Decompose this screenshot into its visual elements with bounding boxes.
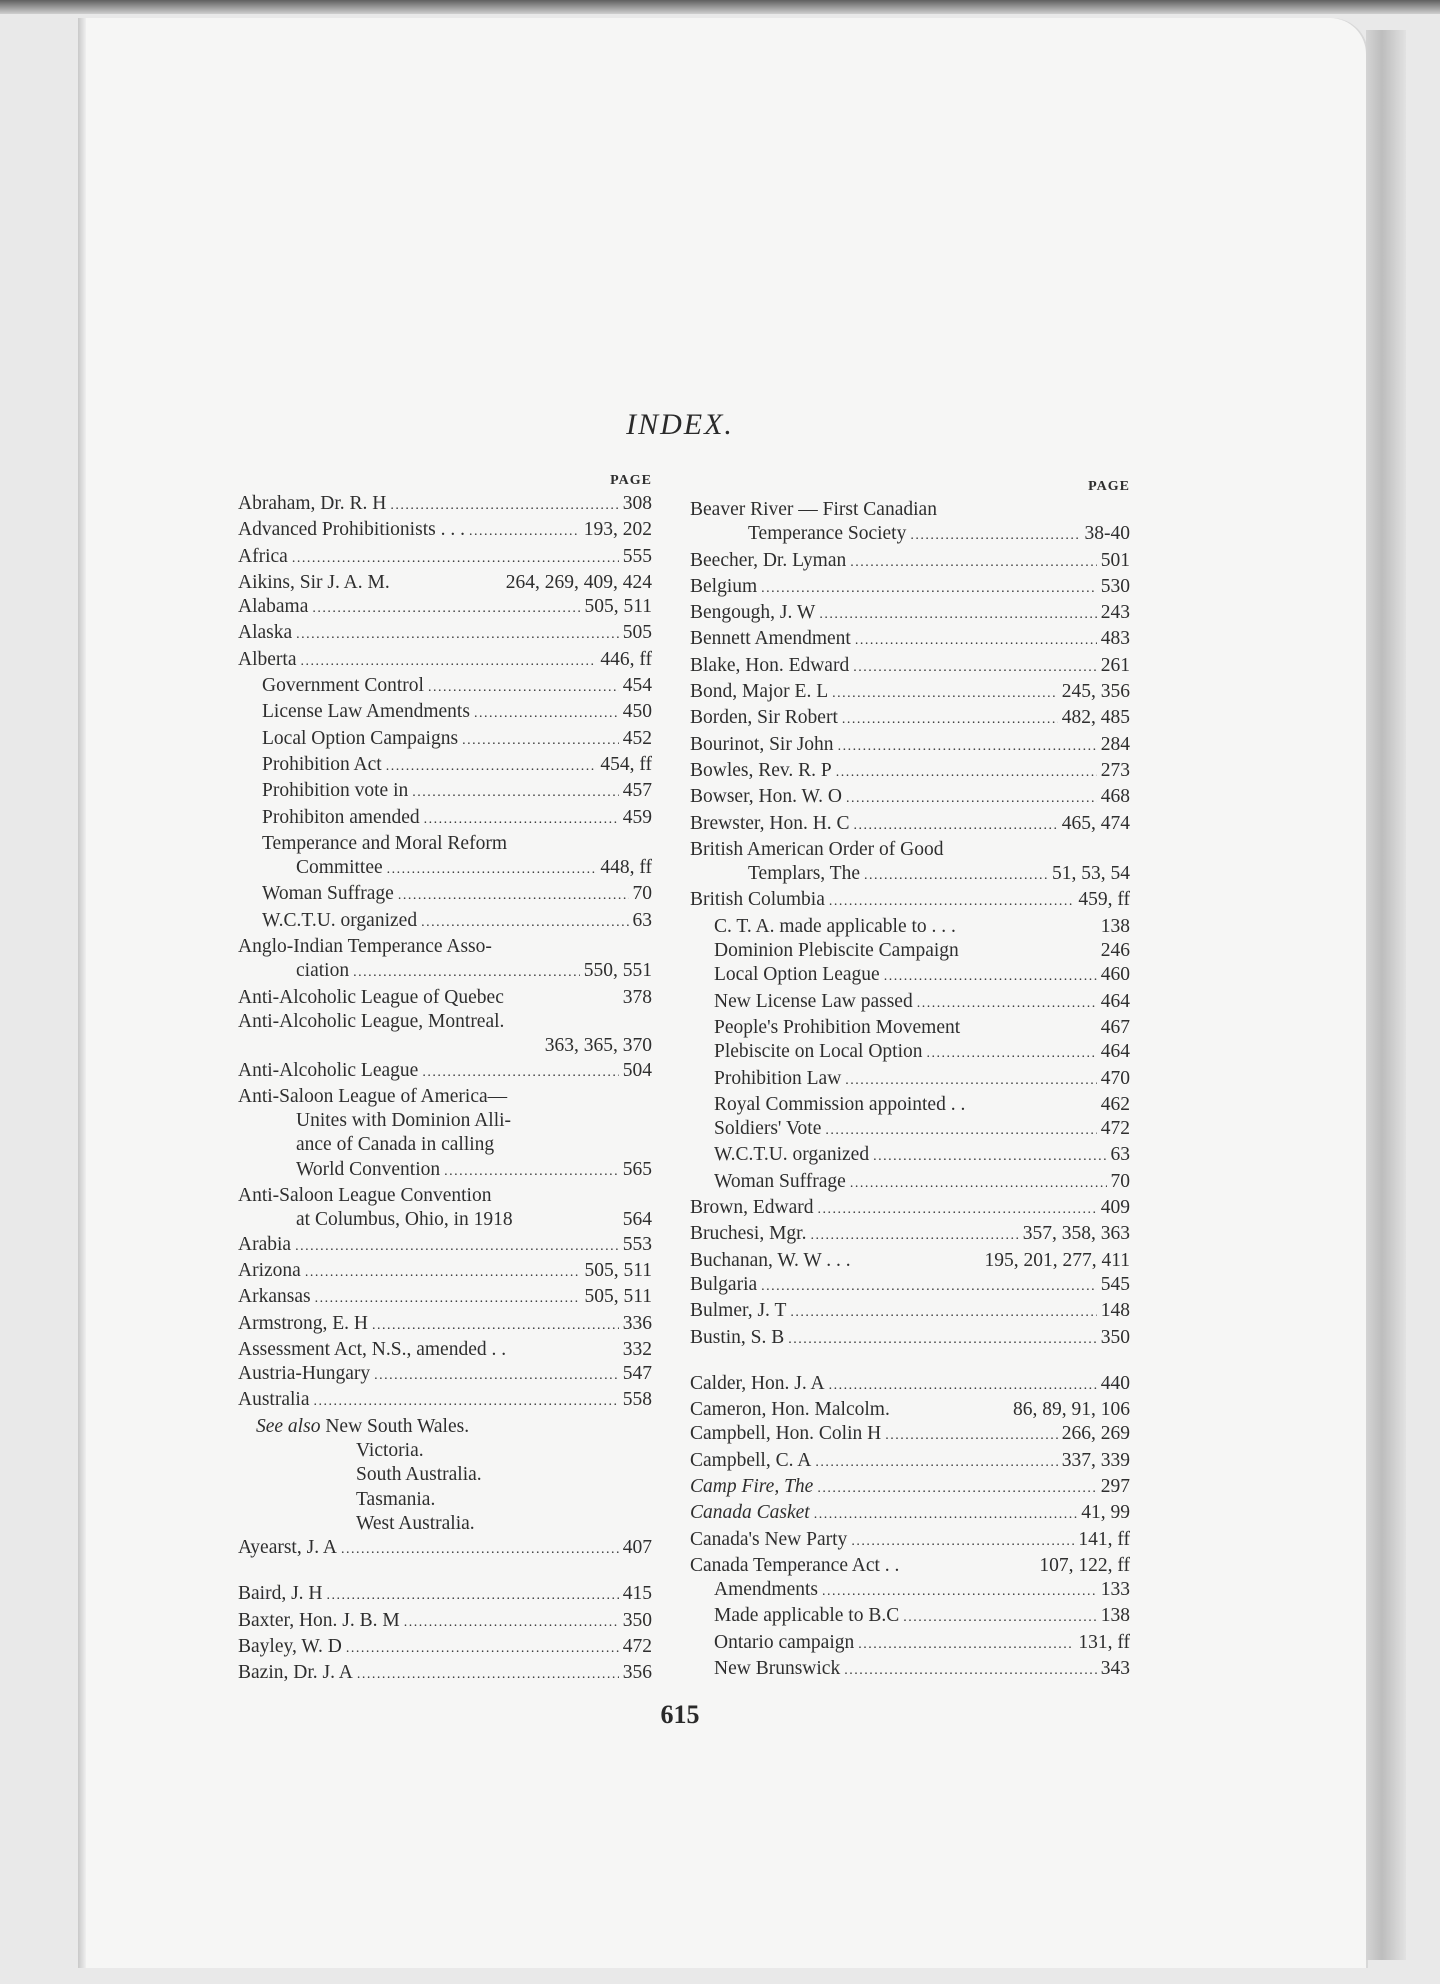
- index-entry: Campbell, Hon. Colin H . . . 266, 269: [690, 1422, 1130, 1448]
- index-subentry: New License Law passed . . . 464: [690, 990, 1130, 1016]
- index-entry: Alberta . . . 446, ff: [238, 648, 652, 674]
- index-subentry: W.C.T.U. organized . . . 63: [690, 1143, 1130, 1169]
- index-entry: Blake, Hon. Edward . . . 261: [690, 654, 1130, 680]
- index-subentry: Royal Commission appointed . . 462: [714, 1093, 1130, 1115]
- index-subentry: People's Prohibition Movement 467: [714, 1016, 1130, 1038]
- page-left-edge: [78, 18, 86, 1968]
- index-entry: Campbell, C. A . . . 337, 339: [690, 1449, 1130, 1475]
- index-entry: Bowles, Rev. R. P . . . 273: [690, 759, 1130, 785]
- index-entry: Bulmer, J. T . . . 148: [690, 1299, 1130, 1325]
- index-entry: Austria-Hungary . . . 547: [238, 1362, 652, 1388]
- index-subentry: Soldiers' Vote . . . 472: [690, 1117, 1130, 1143]
- index-entry-continued: Unites with Dominion Alli-: [296, 1110, 512, 1132]
- index-subentry: Made applicable to B.C . . . 138: [690, 1604, 1130, 1630]
- index-entry: Armstrong, E. H . . . 336: [238, 1312, 652, 1338]
- index-subentry: C. T. A. made applicable to . . . 138: [714, 915, 1130, 937]
- index-subentry: Woman Suffrage . . . 70: [690, 1170, 1130, 1196]
- page-column-header: PAGE: [1088, 479, 1130, 494]
- index-entry: Arizona . . . 505, 511: [238, 1259, 652, 1285]
- index-entry: Beaver River — First Canadian: [690, 499, 937, 520]
- index-subentry: Prohibition vote in . . . 457: [238, 779, 652, 805]
- index-entry: Bond, Major E. L . . . 245, 356: [690, 680, 1130, 706]
- index-entry: Anglo-Indian Temperance Asso-: [238, 936, 492, 958]
- index-subentry: Woman Suffrage . . . 70: [238, 882, 652, 908]
- index-entry: Camp Fire, The . . . 297: [690, 1475, 1130, 1501]
- index-entry: Canada Casket . . . 41, 99: [690, 1501, 1130, 1527]
- index-subentry: Local Option League . . . 460: [690, 963, 1130, 989]
- index-entry: Brewster, Hon. H. C . . . 465, 474: [690, 812, 1130, 838]
- page-column-header: PAGE: [610, 473, 652, 488]
- index-entry: Bennett Amendment . . . 483: [690, 627, 1130, 653]
- index-column-right: [690, 476, 1130, 1683]
- index-subentry: Prohibition Act . . . 454, ff: [238, 753, 652, 779]
- index-subentry: Government Control . . . 454: [238, 674, 652, 700]
- index-entry: Bulgaria . . . 545: [690, 1273, 1130, 1299]
- index-entry: Arkansas . . . 505, 511: [238, 1285, 652, 1311]
- index-entry: Anti-Alcoholic League . . . 504: [238, 1059, 652, 1085]
- see-also-line: See also New South Wales.: [256, 1415, 470, 1437]
- see-also-item: Victoria.: [356, 1439, 424, 1461]
- index-entry-continued: at Columbus, Ohio, in 1918 564: [296, 1209, 652, 1231]
- index-subentry: License Law Amendments . . . 450: [238, 700, 652, 726]
- index-subentry: Amendments . . . 133: [690, 1578, 1130, 1604]
- see-also-item: Tasmania.: [356, 1488, 436, 1510]
- index-entry: Arabia . . . 553: [238, 1233, 652, 1259]
- index-entry: Brown, Edward . . . 409: [690, 1196, 1130, 1222]
- index-entry: Borden, Sir Robert . . . 482, 485: [690, 706, 1130, 732]
- index-entry: Bengough, J. W . . . 243: [690, 601, 1130, 627]
- index-entry-continued: Templars, The . . . 51, 53, 54: [690, 862, 1130, 888]
- index-entry: British Columbia . . . 459, ff: [690, 888, 1130, 914]
- index-entry: Assessment Act, N.S., amended . . 332: [238, 1338, 652, 1360]
- index-entry: Baxter, Hon. J. B. M . . . 350: [238, 1609, 652, 1635]
- index-entry: Alabama . . . 505, 511: [238, 595, 652, 621]
- index-entry: Canada Temperance Act . . 107, 122, ff: [690, 1554, 1130, 1576]
- index-entry: Anti-Alcoholic League of Quebec 378: [238, 986, 652, 1008]
- index-entry: Buchanan, W. W . . . 195, 201, 277, 411: [690, 1249, 1130, 1271]
- index-subentry: Local Option Campaigns . . . 452: [238, 727, 652, 753]
- page-title: INDEX.: [626, 408, 734, 441]
- index-entry: Australia . . . 558: [238, 1388, 652, 1414]
- index-entry: Bazin, Dr. J. A . . . 356: [238, 1661, 652, 1687]
- index-entry: Bowser, Hon. W. O . . . 468: [690, 785, 1130, 811]
- see-also-item: West Australia.: [356, 1512, 475, 1534]
- index-entry-continued: Temperance Society . . . 38-40: [690, 522, 1130, 548]
- index-entry-continued: ance of Canada in calling: [296, 1134, 495, 1156]
- index-entry: Anti-Saloon League Convention: [238, 1185, 492, 1207]
- index-entry-continued: ciation . . . 550, 551: [238, 959, 652, 985]
- scan-top-border: [0, 0, 1440, 14]
- index-entry: British American Order of Good: [690, 838, 944, 860]
- index-entry: Aikins, Sir J. A. M. 264, 269, 409, 424: [238, 571, 652, 593]
- index-subentry: Dominion Plebiscite Campaign 246: [714, 940, 1130, 962]
- index-subentry-continued: Committee . . . 448, ff: [238, 856, 652, 882]
- index-subentry: Prohibiton amended . . . 459: [238, 806, 652, 832]
- index-entry: Bourinot, Sir John . . . 284: [690, 733, 1130, 759]
- index-entry: Advanced Prohibitionists . . . . . . 193, 202: [238, 518, 652, 544]
- index-entry-continued: World Convention . . . 565: [238, 1158, 652, 1184]
- index-subentry: Plebiscite on Local Option . . . 464: [690, 1040, 1130, 1066]
- index-subentry: W.C.T.U. organized . . . 63: [238, 909, 652, 935]
- index-subentry: Prohibition Law . . . 470: [690, 1067, 1130, 1093]
- index-subentry: Ontario campaign . . . 131, ff: [690, 1631, 1130, 1657]
- index-entry: Bruchesi, Mgr. . . . 357, 358, 363: [690, 1222, 1130, 1248]
- index-subentry: New Brunswick . . . 343: [690, 1657, 1130, 1683]
- page-number: 615: [660, 1700, 700, 1729]
- index-entry: Ayearst, J. A . . . 407: [238, 1536, 652, 1562]
- index-entry: Bustin, S. B . . . 350: [690, 1326, 1130, 1352]
- index-entry-continued: 363, 365, 370: [544, 1035, 652, 1057]
- index-entry: Baird, J. H . . . 415: [238, 1582, 652, 1608]
- index-entry: Africa . . . 555: [238, 545, 652, 571]
- index-subentry: Temperance and Moral Reform: [262, 832, 507, 854]
- index-entry: Anti-Saloon League of America—: [238, 1085, 508, 1107]
- index-entry: Cameron, Hon. Malcolm. 86, 89, 91, 106: [690, 1399, 1130, 1421]
- index-entry: Abraham, Dr. R. H . . . 308: [238, 492, 652, 518]
- index-entry: Bayley, W. D . . . 472: [238, 1635, 652, 1661]
- index-entry: Anti-Alcoholic League, Montreal.: [238, 1010, 505, 1032]
- index-entry: Belgium . . . 530: [690, 575, 1130, 601]
- index-entry: Beecher, Dr. Lyman . . . 501: [690, 549, 1130, 575]
- index-entry: Calder, Hon. J. A . . . 440: [690, 1372, 1130, 1398]
- page-right-edge: [1366, 30, 1406, 1960]
- see-also-item: South Australia.: [356, 1464, 482, 1486]
- index-column-left: [238, 470, 652, 1688]
- index-entry: Canada's New Party . . . 141, ff: [690, 1528, 1130, 1554]
- index-entry: Alaska . . . 505: [238, 621, 652, 647]
